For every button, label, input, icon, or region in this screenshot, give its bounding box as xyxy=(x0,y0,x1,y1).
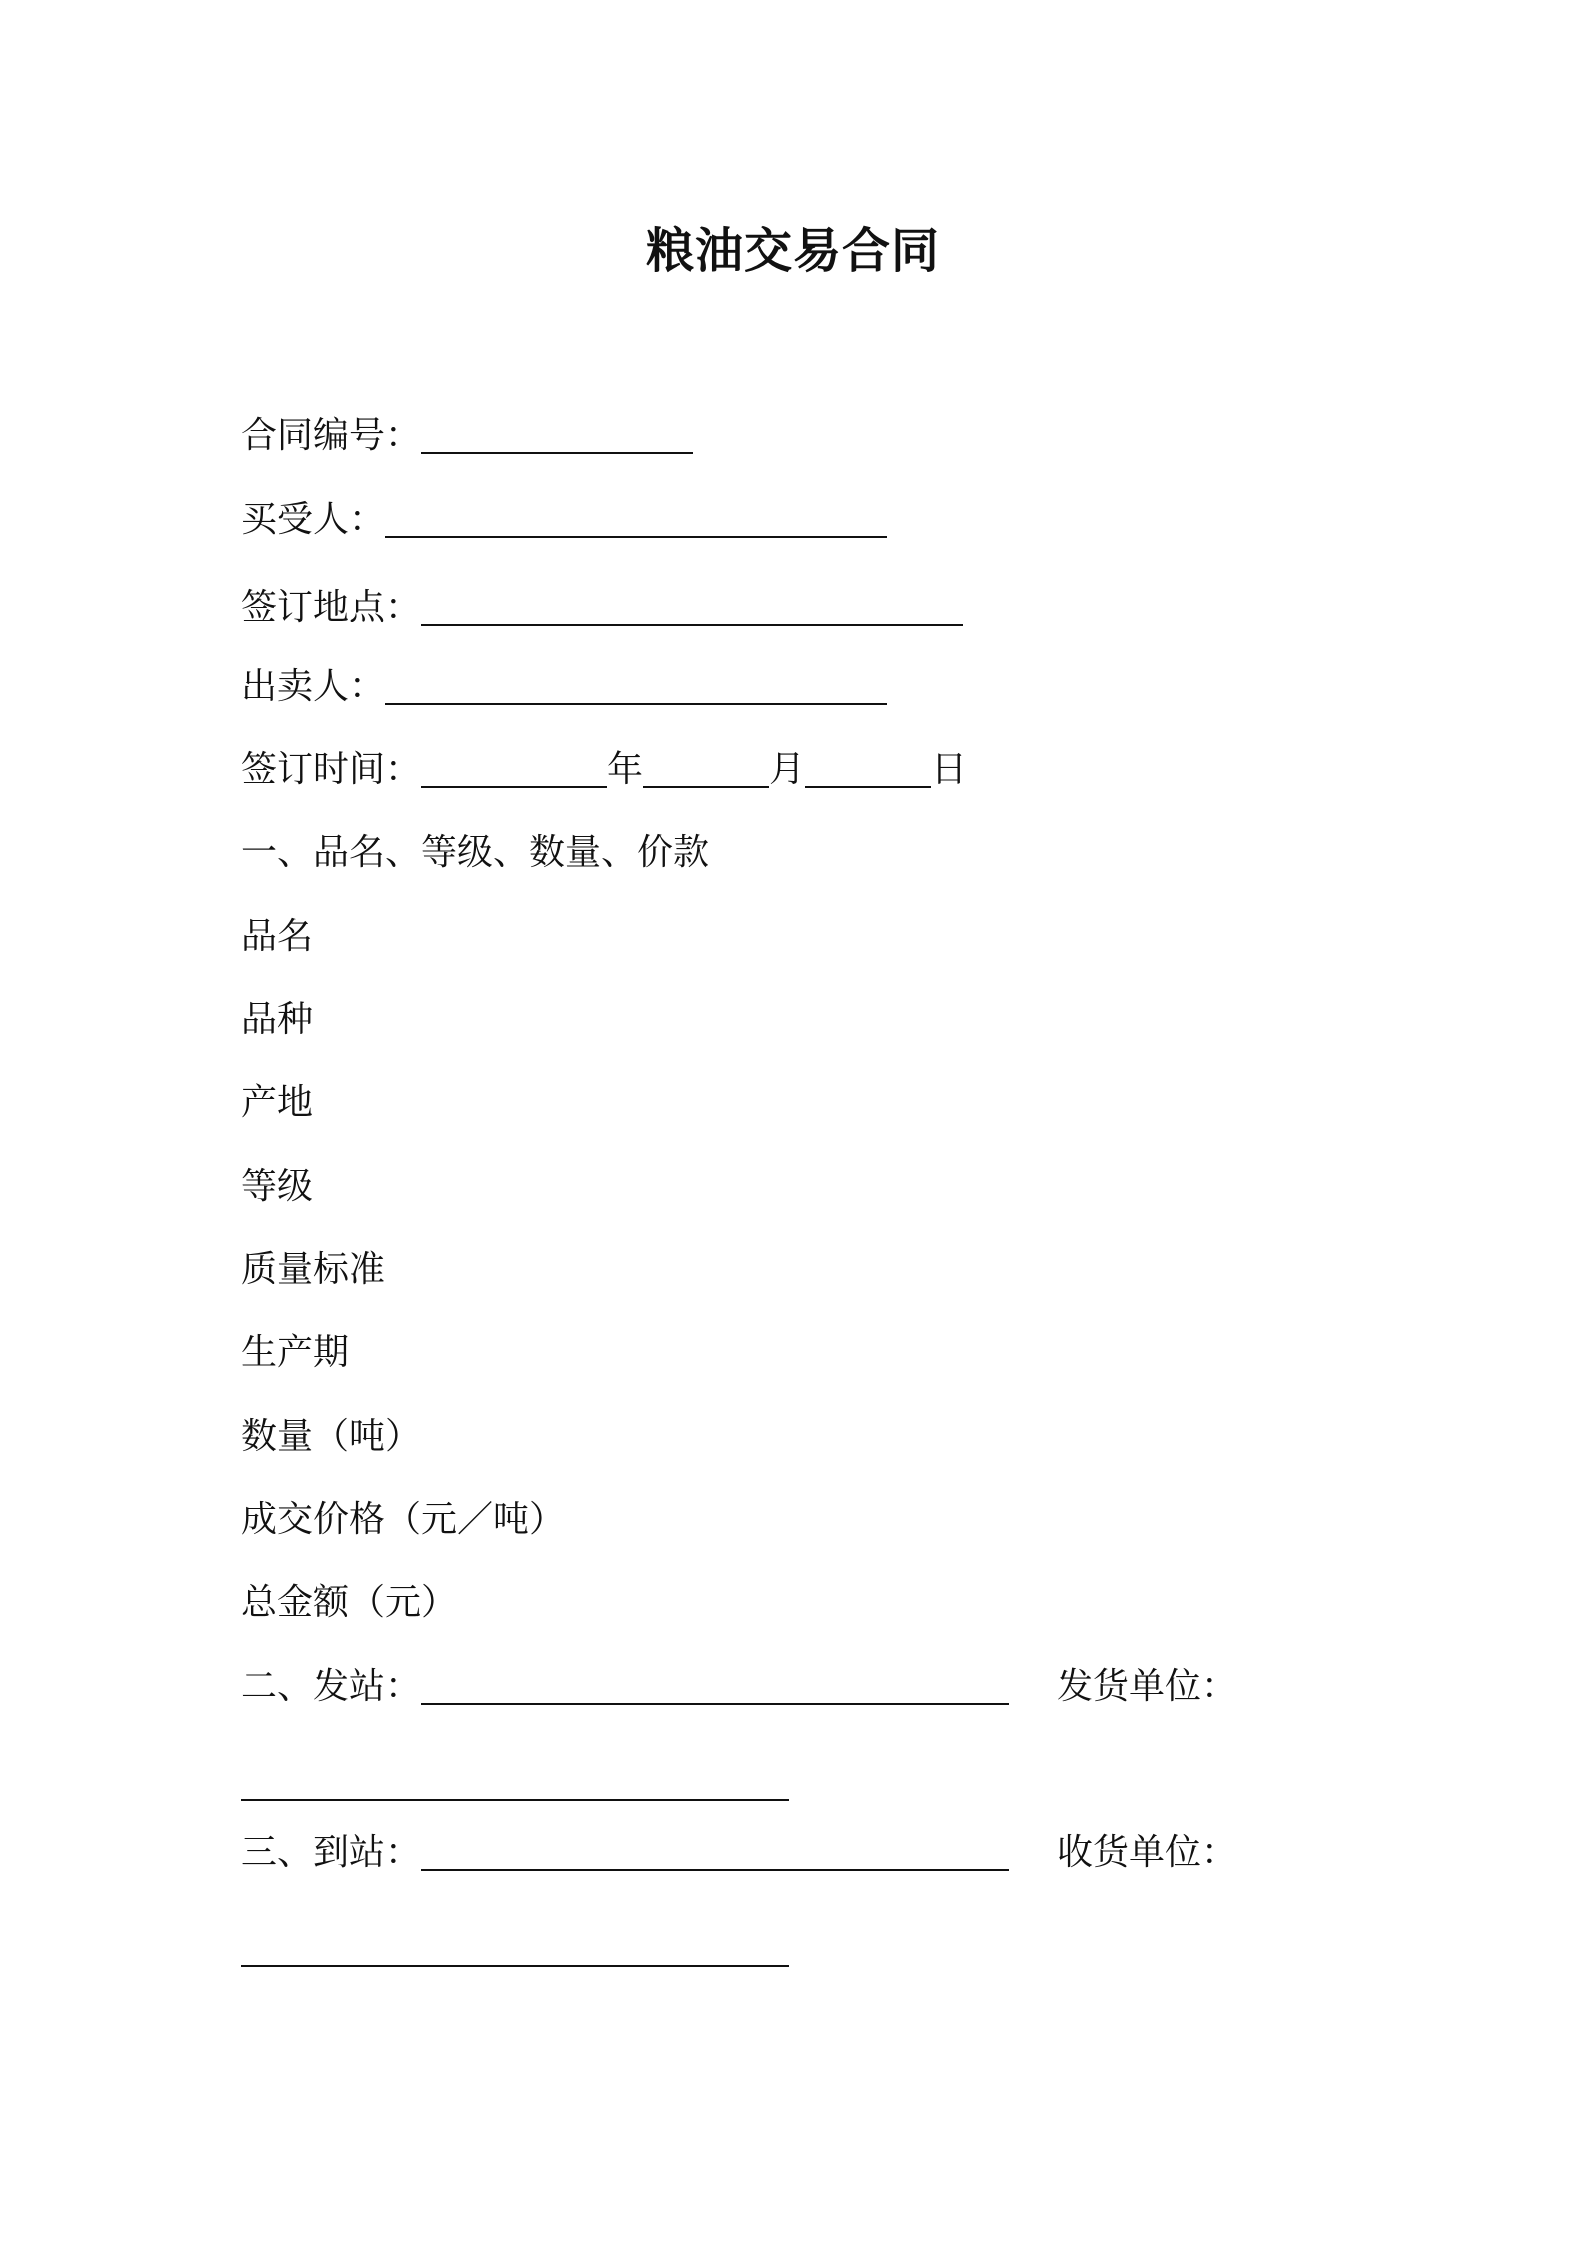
sign-day-blank[interactable] xyxy=(805,752,931,788)
item-quantity: 数量（吨） xyxy=(241,1416,422,1457)
seller-row xyxy=(241,663,887,711)
item-variety: 品种 xyxy=(241,999,314,1040)
year-label: 年 xyxy=(607,749,644,790)
contract-no-blank[interactable] xyxy=(421,418,693,454)
seller-label: 出卖人： xyxy=(241,666,386,707)
item-grade: 等级 xyxy=(241,1166,314,1207)
section2-label: 二、发站： xyxy=(241,1666,422,1707)
item-origin: 产地 xyxy=(241,1082,314,1123)
buyer-row xyxy=(241,496,887,544)
section3-row xyxy=(241,1829,1009,1877)
item-quality-standard: 质量标准 xyxy=(241,1249,386,1290)
consignee-blank[interactable] xyxy=(241,1965,789,1967)
buyer-blank[interactable] xyxy=(385,502,887,538)
arrival-station-blank[interactable] xyxy=(421,1835,1009,1871)
shipper-blank[interactable] xyxy=(241,1799,789,1801)
sign-month-blank[interactable] xyxy=(643,752,769,788)
sign-time-label: 签订时间： xyxy=(241,749,422,790)
month-label: 月 xyxy=(769,749,806,790)
day-label: 日 xyxy=(931,749,968,790)
shipper-label: 发货单位： xyxy=(1057,1666,1238,1707)
sign-place-label: 签订地点： xyxy=(241,587,422,628)
section1-heading: 一、品名、等级、数量、价款 xyxy=(241,832,710,873)
item-total-amount: 总金额（元） xyxy=(241,1582,458,1623)
item-production-period: 生产期 xyxy=(241,1332,350,1373)
contract-no-row xyxy=(241,412,693,460)
page-title: 粮油交易合同 xyxy=(645,223,940,279)
buyer-label: 买受人： xyxy=(241,499,386,540)
item-name: 品名 xyxy=(241,916,314,957)
contract-no-label: 合同编号： xyxy=(241,415,422,456)
consignee-label: 收货单位： xyxy=(1057,1832,1238,1873)
sign-place-blank[interactable] xyxy=(421,590,963,626)
seller-blank[interactable] xyxy=(385,669,887,705)
sign-year-blank[interactable] xyxy=(421,752,607,788)
sign-time-row xyxy=(241,746,967,794)
section2-row xyxy=(241,1663,1009,1711)
departure-station-blank[interactable] xyxy=(421,1669,1009,1705)
item-price: 成交价格（元／吨） xyxy=(241,1499,566,1540)
sign-place-row xyxy=(241,584,963,632)
section3-label: 三、到站： xyxy=(241,1832,422,1873)
